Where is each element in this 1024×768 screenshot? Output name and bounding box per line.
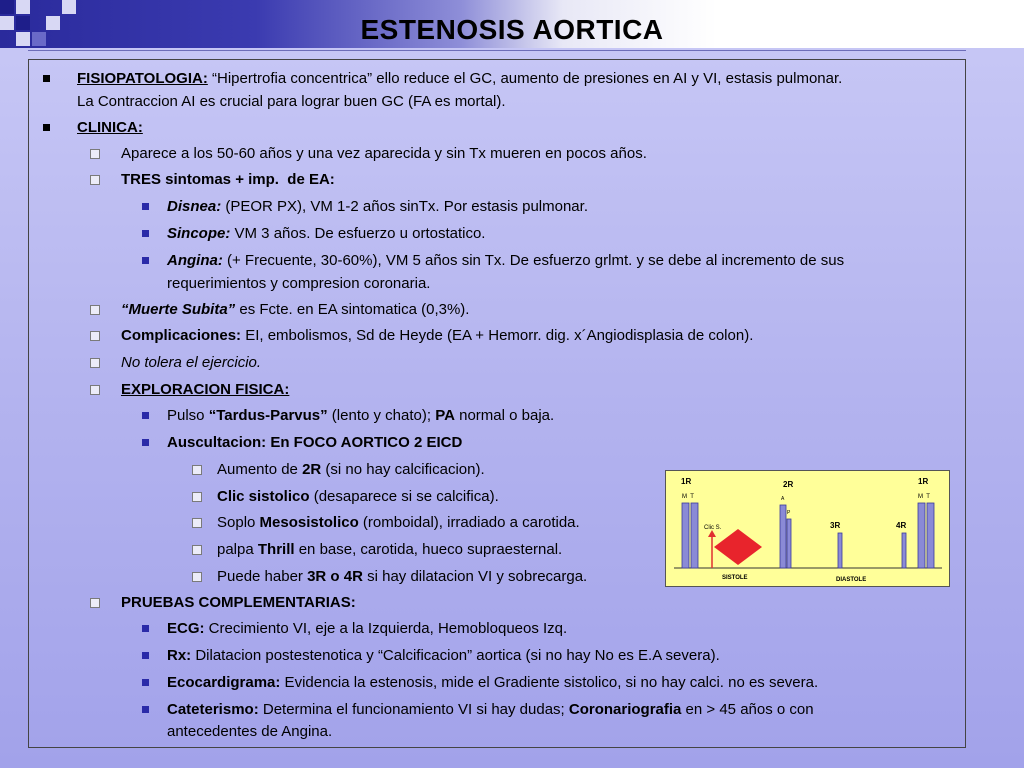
s2-a-bar (780, 505, 786, 568)
decor-square (0, 0, 14, 14)
hollow-bullet (90, 305, 100, 315)
text-line (217, 538, 562, 561)
text-run: Crecimiento VI, eje a la Izquierda, Hemobloqueos Izq. (204, 620, 568, 637)
text-run: “Hipertrofia concentrica” ello reduce el GC, aumento de presiones en AI y VI, estasis pulmonar. (207, 70, 843, 87)
s1-left-mt-label: M T (682, 494, 694, 500)
s1-right-t-bar (927, 503, 934, 568)
text-line (167, 222, 485, 245)
text-run: Auscultacion: En FOCO AORTICO 2 EICD (167, 434, 463, 451)
text-run: Complicaciones: (121, 327, 242, 344)
text-run: Aumento de (217, 461, 303, 478)
text-run: Determina el funcionamiento VI si hay dudas; (258, 701, 569, 718)
square-bullet (142, 412, 149, 419)
text-run: EXPLORACION FISICA: (121, 381, 290, 398)
text-run: ECG: (167, 620, 205, 637)
hollow-bullet (192, 545, 202, 555)
text-run: Ecocardigrama: (167, 674, 281, 691)
text-line (217, 511, 580, 534)
decor-square (62, 0, 76, 14)
square-bullet (43, 124, 50, 131)
text-run: EI, embolismos, Sd de Heyde (EA + Hemorr. dig. x´Angiodisplasia de colon). (241, 327, 754, 344)
s1-left-t-bar (691, 503, 698, 568)
text-run: PA (435, 407, 455, 424)
title-rule (28, 50, 966, 51)
text-line (167, 698, 814, 721)
text-run: palpa (217, 541, 258, 558)
text-run: No tolera el ejercicio. (121, 354, 262, 371)
text-run: (romboidal), irradiado a carotida. (358, 514, 580, 531)
square-bullet (142, 652, 149, 659)
phonocardiogram-svg (666, 471, 949, 586)
text-run: Aparece a los 50-60 años y una vez aparecida y sin Tx mueren en pocos años. (121, 145, 647, 162)
square-bullet (142, 257, 149, 264)
text-line (121, 168, 335, 191)
text-run: requerimientos y compresion coronaria. (167, 275, 431, 292)
s3-bar (838, 533, 842, 568)
text-line (77, 67, 842, 90)
square-bullet (142, 203, 149, 210)
systole-label: SISTOLE (722, 575, 748, 581)
text-run: Coronariografia (568, 701, 682, 718)
text-run: (lento y chato); (327, 407, 436, 424)
s2-p-bar (787, 519, 791, 568)
text-run: VM 3 años. De esfuerzo u ortostatico. (230, 225, 486, 242)
text-run: “Tardus-Parvus” (208, 407, 328, 424)
s1-left-m-bar (682, 503, 689, 568)
clic-arrow-head (708, 530, 716, 537)
s1-right-mt-label: M T (918, 494, 930, 500)
text-run: Puede haber (217, 568, 308, 585)
text-run: Dilatacion postestenotica y “Calcificacion” aortica (si no hay No es E.A severa). (191, 647, 720, 664)
hollow-bullet (192, 492, 202, 502)
text-line (121, 142, 647, 165)
square-bullet (142, 439, 149, 446)
hollow-bullet (90, 331, 100, 341)
text-run: (PEOR PX), VM 1-2 años sinTx. Por estasis pulmonar. (221, 198, 588, 215)
slide-title: ESTENOSIS AORTICA (360, 14, 664, 45)
text-line (121, 351, 261, 374)
text-line (217, 458, 485, 481)
text-run: Pulso (167, 407, 209, 424)
text-line (121, 298, 469, 321)
hollow-bullet (192, 518, 202, 528)
text-line (121, 591, 356, 614)
text-run: Rx: (167, 647, 192, 664)
text-line (167, 404, 554, 427)
heart-sounds-diagram (665, 470, 950, 587)
text-line (167, 431, 462, 454)
text-line (167, 272, 430, 295)
text-line (167, 617, 567, 640)
text-line (77, 90, 506, 113)
hollow-bullet (192, 465, 202, 475)
text-run: Sincope: (167, 225, 231, 242)
text-run: TRES sintomas + imp. de EA: (121, 171, 335, 188)
text-run: Disnea: (167, 198, 222, 215)
text-line (217, 485, 499, 508)
text-line (167, 644, 720, 667)
text-run: es Fcte. en EA sintomatica (0,3%). (235, 301, 470, 318)
text-line (217, 565, 587, 588)
square-bullet (142, 706, 149, 713)
text-run: PRUEBAS COMPLEMENTARIAS: (121, 594, 356, 611)
s2-a-label: A (781, 496, 785, 502)
text-line (121, 378, 289, 401)
text-run: Evidencia la estenosis, mide el Gradiente sistolico, si no hay calci. no es severa. (280, 674, 819, 691)
text-run: La Contraccion AI es crucial para lograr buen GC (FA es mortal). (77, 93, 506, 110)
square-bullet (142, 679, 149, 686)
text-run: normal o baja. (454, 407, 555, 424)
text-run: CLINICA: (77, 119, 143, 136)
square-bullet (43, 75, 50, 82)
decor-square (16, 0, 30, 14)
hollow-bullet (90, 175, 100, 185)
text-line (121, 324, 753, 347)
s1-left-label: 1R (681, 477, 692, 486)
text-line (167, 671, 818, 694)
text-run: Thrill (257, 541, 295, 558)
text-line (167, 195, 588, 218)
text-line (77, 116, 143, 139)
text-run: (si no hay calcificacion). (321, 461, 485, 478)
text-run: Cateterismo: (167, 701, 259, 718)
text-run: Soplo (217, 514, 260, 531)
text-run: (+ Frecuente, 30-60%), VM 5 años sin Tx. De esfuerzo grlmt. y se debe al incremento de sus (222, 252, 845, 269)
clic-label: Clic S. (704, 525, 722, 531)
text-line (167, 720, 332, 743)
text-run: si hay dilatacion VI y sobrecarga. (362, 568, 588, 585)
text-run: Mesosistolico (259, 514, 359, 531)
hollow-bullet (90, 149, 100, 159)
text-run: (desaparece si se calcifica). (309, 488, 499, 505)
s4-label: 4R (896, 521, 907, 530)
s2-p-label: P (787, 510, 791, 516)
s4-bar (902, 533, 906, 568)
text-run: “Muerte Subita” (121, 301, 236, 318)
square-bullet (142, 625, 149, 632)
text-line (167, 249, 844, 272)
text-run: Angina: (167, 252, 223, 269)
hollow-bullet (90, 598, 100, 608)
s3-label: 3R (830, 521, 841, 530)
text-run: FISIOPATOLOGIA: (77, 70, 208, 87)
text-run: en > 45 años o con (681, 701, 814, 718)
hollow-bullet (90, 358, 100, 368)
text-run: 3R o 4R (307, 568, 363, 585)
s1-right-label: 1R (918, 477, 929, 486)
s2-label: 2R (783, 480, 794, 489)
text-run: Clic sistolico (217, 488, 310, 505)
square-bullet (142, 230, 149, 237)
s1-right-m-bar (918, 503, 925, 568)
text-run: antecedentes de Angina. (167, 723, 333, 740)
hollow-bullet (90, 385, 100, 395)
hollow-bullet (192, 572, 202, 582)
text-run: 2R (302, 461, 322, 478)
text-run: en base, carotida, hueco supraesternal. (294, 541, 563, 558)
murmur-diamond (714, 529, 762, 565)
diastole-label: DIASTOLE (836, 577, 867, 583)
